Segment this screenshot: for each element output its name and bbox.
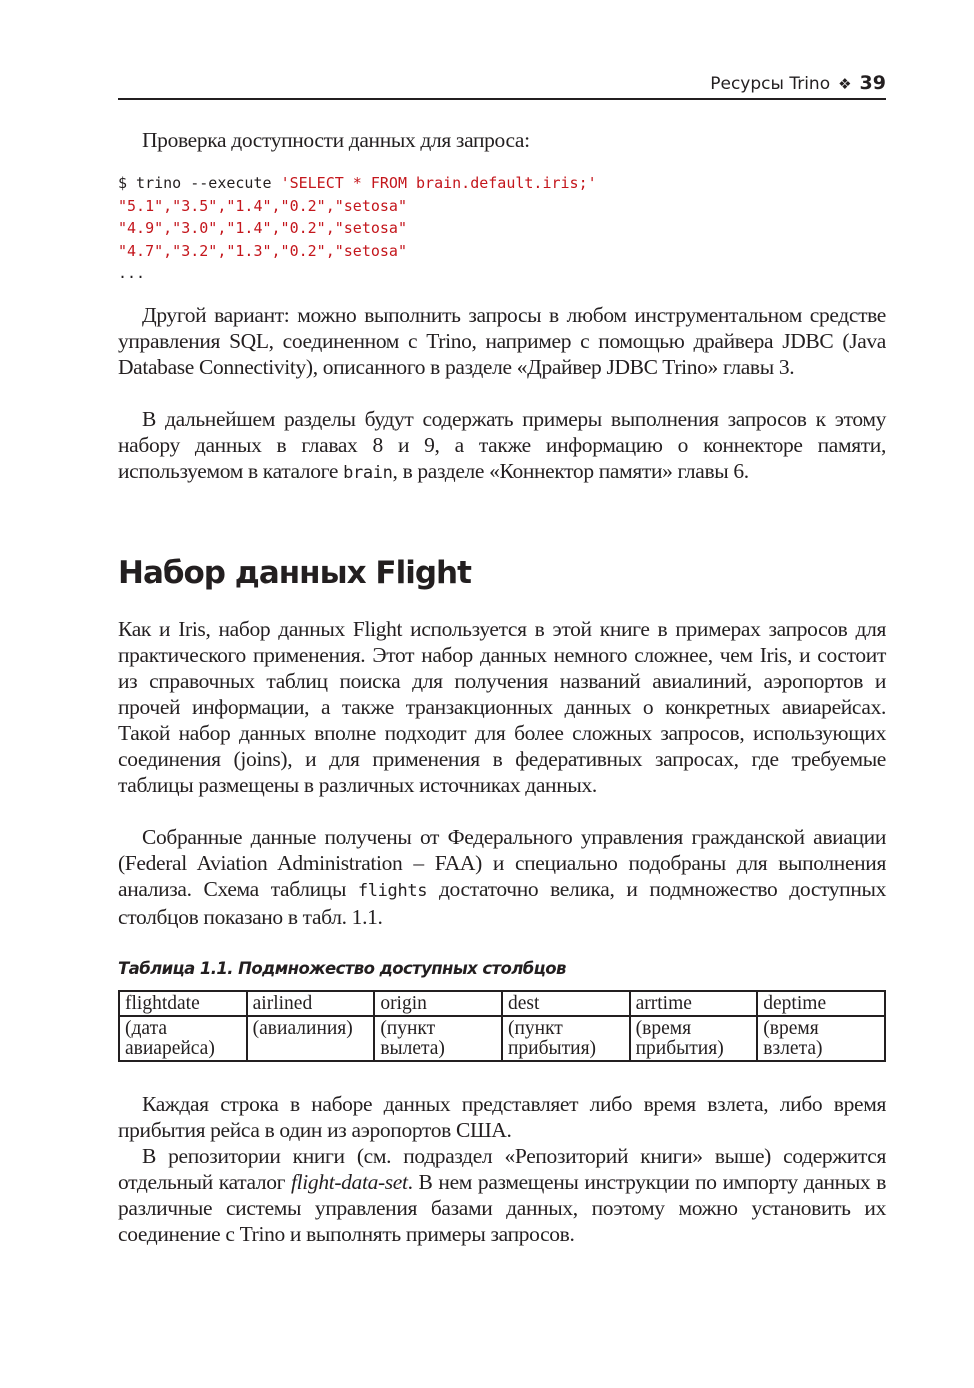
code-row: "4.9","3.0","1.4","0.2","setosa": [118, 219, 407, 237]
table-cell: deptime: [757, 991, 885, 1016]
table-cell: (время взлета): [757, 1016, 885, 1061]
table-header-row: [119, 991, 885, 1016]
italic-folder-name: flight-data-set: [291, 1170, 408, 1194]
header-rule: [118, 98, 886, 100]
code-row: "5.1","3.5","1.4","0.2","setosa": [118, 196, 407, 215]
page-number: 39: [859, 72, 886, 94]
paragraph-6-text-end: . В нем размещены инструкции по импорту данных в различные системы управления базами данных, поэтому можно установить их соединение с Trino и выполнять примеры запросов.: [118, 1170, 887, 1246]
paragraph-4-text-end: достаточно велика, и подмножество доступных столбцов показано в табл. 1.1.: [118, 877, 886, 929]
paragraph-6: [118, 1143, 886, 1247]
code-query: 'SELECT * FROM brain.default.iris;': [280, 174, 597, 192]
ornament-icon: ❖: [838, 75, 852, 93]
paragraph-3: Как и Iris, набор данных Flight используется в этой книге в примерах запросов для практического применения. Этот набор данных немного сложнее, чем Iris, и состоит из справочных таблиц поиска для получения названий авиалиний, аэропортов и прочей информации, а также транзакционных данных о конкретных авиарейсах. Такой набор данных вполне подходит для более сложных запросов, использующих соединения (joins), и для применения в федеративных запросах, где требуемые таблицы размещены в различных источниках данных.: [118, 617, 886, 797]
table-cell: (пункт вылета): [374, 1016, 502, 1061]
table-cell: arrtime: [630, 991, 758, 1016]
section-heading: Набор данных Flight: [118, 555, 471, 591]
table-cell: dest: [502, 991, 630, 1016]
intro-line: Проверка доступности данных для запроса:: [142, 128, 530, 152]
table-cell: (время прибытия): [630, 1016, 758, 1061]
table-cell: (пункт прибытия): [502, 1016, 630, 1061]
section-title: Ресурсы Trino: [710, 74, 831, 94]
code-ellipsis: ...: [118, 264, 146, 282]
paragraph-4: [118, 824, 886, 930]
paragraph-4-text: Собранные данные получены от Федерального управления гражданской авиации (Federal Aviation Administration – FAA) и специально подобраны для выполнения анализа. Схема таблицы: [118, 825, 886, 901]
table-cell: (авиалиния): [247, 1016, 375, 1061]
table-cell: airlined: [247, 991, 375, 1016]
code-prompt: $ trino --execute: [118, 174, 281, 192]
paragraph-1: Другой вариант: можно выполнить запросы в любом инструментальном средстве управления SQL, соединенном с Trino, например с помощью драйвера JDBC (Java Database Connectivity), описанного в разделе «Драйвер JDBC Trino» главы 3.: [118, 303, 886, 379]
paragraph-2: [118, 406, 886, 486]
table-cell: flightdate: [119, 991, 247, 1016]
table-cell: (дата авиарейса): [119, 1016, 247, 1061]
table-caption: Таблица 1.1. Подмножество доступных столбцов: [118, 959, 566, 978]
running-header: [710, 72, 886, 94]
columns-table: [118, 990, 886, 1062]
inline-code-flights: flights: [357, 881, 428, 901]
table-cell: origin: [374, 991, 502, 1016]
paragraph-2-text-end: , в разделе «Коннектор памяти» главы 6.: [392, 459, 749, 483]
table-row: [119, 1016, 885, 1061]
paragraph-6-text: В репозитории книги (см. подраздел «Репозиторий книги» выше) содержится отдельный каталог: [118, 1144, 886, 1194]
inline-code-brain: brain: [343, 463, 393, 483]
code-row: "4.7","3.2","1.3","0.2","setosa": [118, 241, 407, 260]
paragraph-2-text: В дальнейшем разделы будут содержать примеры выполнения запросов к этому набору данных в главах 8 и 9, а также информацию о коннекторе памяти, используемом в каталоге: [118, 407, 886, 483]
paragraph-5: Каждая строка в наборе данных представляет либо время взлета, либо время прибытия рейса в один из аэропортов США.: [118, 1092, 886, 1142]
code-block: [118, 172, 886, 285]
